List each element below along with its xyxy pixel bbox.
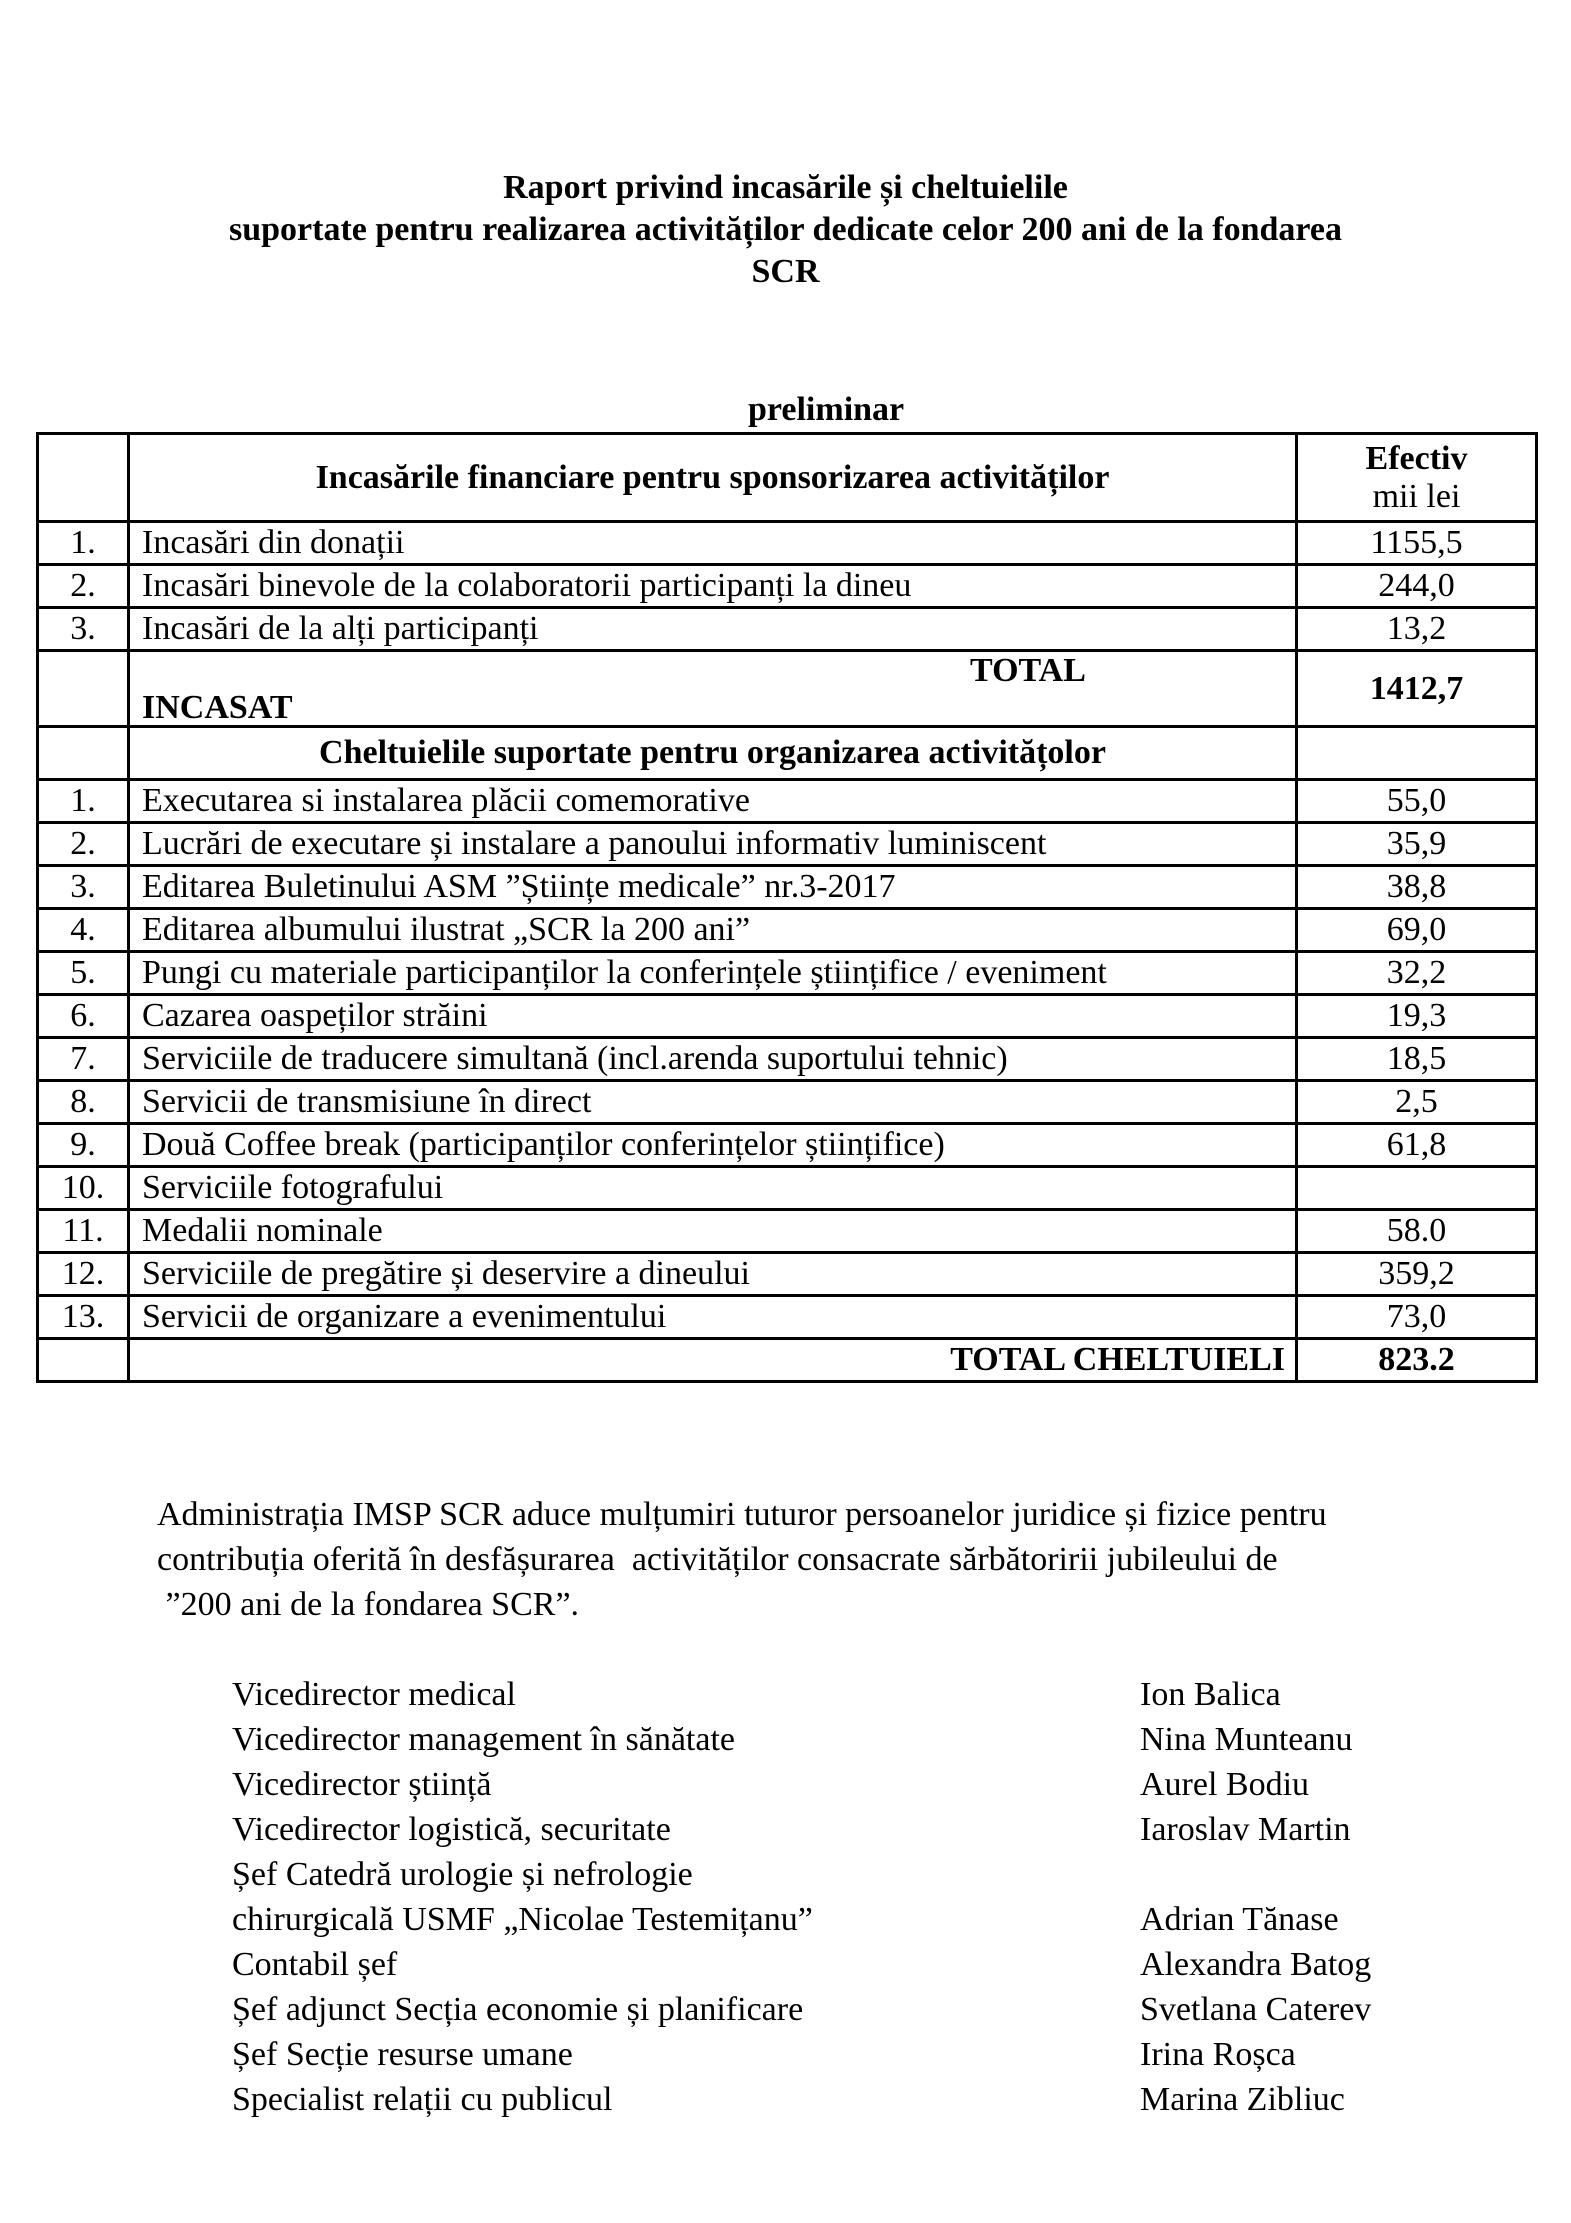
row-number: 4. (38, 909, 129, 952)
table-row (38, 565, 1537, 608)
signatory-name: Ion Balica (1140, 1676, 1281, 1713)
signature-row (232, 1672, 1532, 1717)
table-row (38, 1167, 1537, 1210)
row-description: Serviciile de pregătire și deservire a dineului (129, 1253, 1297, 1296)
row-description: Servicii de transmisiune în direct (129, 1081, 1297, 1124)
signatory-name: Irina Roșca (1140, 2036, 1296, 2073)
income-header: Incasările financiare pentru sponsorizarea activităților (129, 434, 1297, 522)
row-description: Servicii de organizare a evenimentului (129, 1296, 1297, 1339)
table-row (38, 823, 1537, 866)
table-row (38, 1081, 1537, 1124)
signatory-name: Svetlana Caterev (1140, 1991, 1372, 2028)
row-description: Incasări binevole de la colaboratorii participanți la dineu (129, 565, 1297, 608)
row-description: Serviciile de traducere simultană (incl.arenda suportului tehnic) (129, 1038, 1297, 1081)
table-row (38, 1210, 1537, 1253)
table-row (38, 866, 1537, 909)
value-header-unit: mii lei (1372, 477, 1461, 515)
row-value: 61,8 (1297, 1124, 1537, 1167)
income-header-row (38, 434, 1537, 522)
row-number: 3. (38, 866, 129, 909)
signatory-role: Șef Catedră urologie și nefrologie (232, 1856, 693, 1893)
row-value (1297, 1167, 1537, 1210)
table-row (38, 952, 1537, 995)
row-value: 13,2 (1297, 608, 1537, 651)
empty-cell (38, 1339, 129, 1382)
expenses-header: Cheltuielile suportate pentru organizarea activitățolor (129, 727, 1297, 780)
signature-row (232, 1942, 1532, 1987)
row-number: 8. (38, 1081, 129, 1124)
row-description: Două Coffee break (participanților conferințelor științifice) (129, 1124, 1297, 1167)
row-number: 11. (38, 1210, 129, 1253)
preliminar-label: preliminar (748, 391, 905, 428)
row-number: 10. (38, 1167, 129, 1210)
row-value: 32,2 (1297, 952, 1537, 995)
row-value: 244,0 (1297, 565, 1537, 608)
row-value: 35,9 (1297, 823, 1537, 866)
signatory-role: Vicedirector medical (232, 1676, 516, 1713)
row-number: 2. (38, 823, 129, 866)
row-number: 7. (38, 1038, 129, 1081)
row-value: 69,0 (1297, 909, 1537, 952)
row-value: 1155,5 (1297, 522, 1537, 565)
title-line-3: SCR (751, 253, 820, 290)
title-line-2: suportate pentru realizarea activităților dedicate celor 200 ani de la fondarea (228, 211, 1343, 248)
income-total-value: 1412,7 (1297, 651, 1537, 727)
empty-cell (38, 727, 129, 780)
signature-row (232, 1807, 1532, 1852)
row-number: 1. (38, 522, 129, 565)
row-number: 5. (38, 952, 129, 995)
expenses-header-row (38, 727, 1537, 780)
row-description: Executarea si instalarea plăcii comemorative (129, 780, 1297, 823)
row-value: 55,0 (1297, 780, 1537, 823)
signatory-role: Specialist relații cu publicul (232, 2081, 613, 2118)
row-description: Medalii nominale (129, 1210, 1297, 1253)
value-header (1297, 434, 1537, 522)
signatory-role: Contabil șef (232, 1946, 398, 1983)
empty-cell (38, 651, 129, 727)
expenses-total-value: 823.2 (1297, 1339, 1537, 1382)
row-value: 359,2 (1297, 1253, 1537, 1296)
table-row (38, 608, 1537, 651)
row-value: 18,5 (1297, 1038, 1537, 1081)
empty-cell (1297, 727, 1537, 780)
signatory-name: Adrian Tănase (1140, 1901, 1339, 1938)
thanks-line-3: ”200 ani de la fondarea SCR”. (157, 1586, 580, 1623)
report-title (0, 167, 1571, 293)
value-header-efectiv: Efectiv (1365, 439, 1468, 477)
row-value: 58.0 (1297, 1210, 1537, 1253)
signatory-role: Vicedirector logistică, securitate (232, 1811, 671, 1848)
signatory-role: Șef adjunct Secția economie și planificare (232, 1991, 804, 2028)
row-description: Incasări de la alți participanți (129, 608, 1297, 651)
total-label-a: TOTAL (970, 652, 1086, 689)
income-total-row (38, 651, 1537, 727)
signatory-name: Aurel Bodiu (1140, 1766, 1310, 1803)
signature-row (232, 1762, 1532, 1807)
table-row (38, 1296, 1537, 1339)
row-number: 3. (38, 608, 129, 651)
row-value: 38,8 (1297, 866, 1537, 909)
signature-row (232, 2077, 1532, 2122)
signatory-name: Iaroslav Martin (1140, 1811, 1351, 1848)
row-description: Cazarea oaspeților străini (129, 995, 1297, 1038)
table-row (38, 1253, 1537, 1296)
number-header-cell (38, 434, 129, 522)
row-number: 13. (38, 1296, 129, 1339)
table-row (38, 995, 1537, 1038)
signature-row (232, 1987, 1532, 2032)
row-description: Lucrări de executare și instalare a panoului informativ luminiscent (129, 823, 1297, 866)
row-description: Incasări din donații (129, 522, 1297, 565)
signatory-role: Șef Secție resurse umane (232, 2036, 573, 2073)
row-value: 73,0 (1297, 1296, 1537, 1339)
row-description: Editarea albumului ilustrat „SCR la 200 ani” (129, 909, 1297, 952)
table-row (38, 780, 1537, 823)
report-table (36, 432, 1538, 1383)
expenses-total-label: TOTAL CHELTUIELI (129, 1339, 1297, 1382)
row-value: 2,5 (1297, 1081, 1537, 1124)
row-description: Pungi cu materiale participanților la conferințele științifice / eveniment (129, 952, 1297, 995)
row-number: 1. (38, 780, 129, 823)
thanks-line-2: contribuția oferită în desfășurarea activităților consacrate sărbătoririi jubileului de (157, 1541, 1278, 1578)
signatory-role: Vicedirector management în sănătate (232, 1721, 735, 1758)
row-number: 6. (38, 995, 129, 1038)
row-number: 12. (38, 1253, 129, 1296)
signatory-name: Marina Zibliuc (1140, 2081, 1345, 2118)
total-label-b: INCASAT (142, 689, 293, 726)
row-description: Editarea Buletinului ASM ”Științe medicale” nr.3-2017 (129, 866, 1297, 909)
row-number: 2. (38, 565, 129, 608)
thanks-line-1: Administrația IMSP SCR aduce mulțumiri tuturor persoanelor juridice și fizice pentru (157, 1496, 1327, 1533)
signature-row (232, 1897, 1532, 1942)
table-row (38, 909, 1537, 952)
signatures-list (232, 1672, 1532, 2122)
row-value: 19,3 (1297, 995, 1537, 1038)
signature-row (232, 1852, 1532, 1897)
signature-row (232, 1717, 1532, 1762)
row-description: Serviciile fotografului (129, 1167, 1297, 1210)
table-row (38, 522, 1537, 565)
income-total-label (129, 651, 1297, 727)
row-number: 9. (38, 1124, 129, 1167)
signatory-role: Vicedirector știință (232, 1766, 492, 1803)
thanks-paragraph (157, 1492, 1557, 1627)
signature-row (232, 2032, 1532, 2077)
table-row (38, 1038, 1537, 1081)
signatory-name: Alexandra Batog (1140, 1946, 1372, 1983)
title-line-1: Raport privind incasările și cheltuielile (503, 169, 1068, 206)
signatory-role: chirurgicală USMF „Nicolae Testemițanu” (232, 1901, 813, 1938)
table-row (38, 1124, 1537, 1167)
expenses-total-row (38, 1339, 1537, 1382)
signatory-name: Nina Munteanu (1140, 1721, 1353, 1758)
